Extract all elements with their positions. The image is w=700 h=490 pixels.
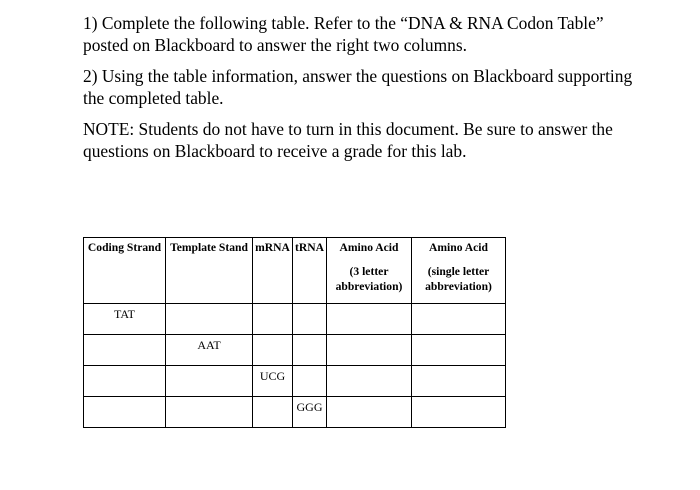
table-cell[interactable]: [84, 335, 166, 366]
table-cell[interactable]: UCG: [253, 366, 293, 397]
table-cell[interactable]: [166, 397, 253, 428]
instructions: [83, 12, 643, 171]
table-row: [84, 397, 506, 428]
table-cell[interactable]: AAT: [166, 335, 253, 366]
table-cell[interactable]: [327, 304, 412, 335]
table-cell[interactable]: [293, 304, 327, 335]
instruction-note: NOTE: Students do not have to turn in this document. Be sure to answer the questions on Blackboard to receive a grade for this lab.: [83, 119, 613, 161]
table-cell[interactable]: [327, 335, 412, 366]
header-coding-strand: Coding Strand: [84, 238, 166, 304]
instruction-step-1: 1) Complete the following table. Refer to the “DNA & RNA Codon Table” posted on Blackboard to answer the right two columns.: [83, 13, 604, 55]
table-cell[interactable]: [327, 397, 412, 428]
header-amino-acid-1-title: Amino Acid: [429, 241, 488, 254]
table-row: [84, 366, 506, 397]
table-row: [84, 304, 506, 335]
table-cell[interactable]: [84, 397, 166, 428]
header-amino-acid-1-subtitle: (single letter abbreviation): [425, 265, 492, 293]
table-cell[interactable]: [412, 397, 506, 428]
table-header-row: [84, 238, 506, 304]
table-cell[interactable]: [293, 366, 327, 397]
table-cell[interactable]: [253, 304, 293, 335]
table-cell[interactable]: [84, 366, 166, 397]
header-amino-acid-3-subtitle: (3 letter abbreviation): [335, 265, 403, 293]
table-cell[interactable]: [253, 397, 293, 428]
header-amino-acid-3-letter: [327, 238, 412, 304]
table-cell[interactable]: GGG: [293, 397, 327, 428]
table-cell[interactable]: [412, 335, 506, 366]
header-template-strand: Template Stand: [166, 238, 253, 304]
codon-table: [83, 237, 506, 428]
table-cell[interactable]: [327, 366, 412, 397]
table-cell[interactable]: [412, 304, 506, 335]
header-amino-acid-3-title: Amino Acid: [339, 241, 399, 254]
table-row: [84, 335, 506, 366]
table-cell[interactable]: [166, 366, 253, 397]
table-cell[interactable]: [253, 335, 293, 366]
table-cell[interactable]: [166, 304, 253, 335]
table-cell[interactable]: [293, 335, 327, 366]
header-mrna: mRNA: [253, 238, 293, 304]
header-trna: tRNA: [293, 238, 327, 304]
instruction-step-2: 2) Using the table information, answer the questions on Blackboard supporting the completed table.: [83, 66, 633, 108]
table-cell[interactable]: TAT: [84, 304, 166, 335]
table-cell[interactable]: [412, 366, 506, 397]
header-amino-acid-single-letter: [412, 238, 506, 304]
